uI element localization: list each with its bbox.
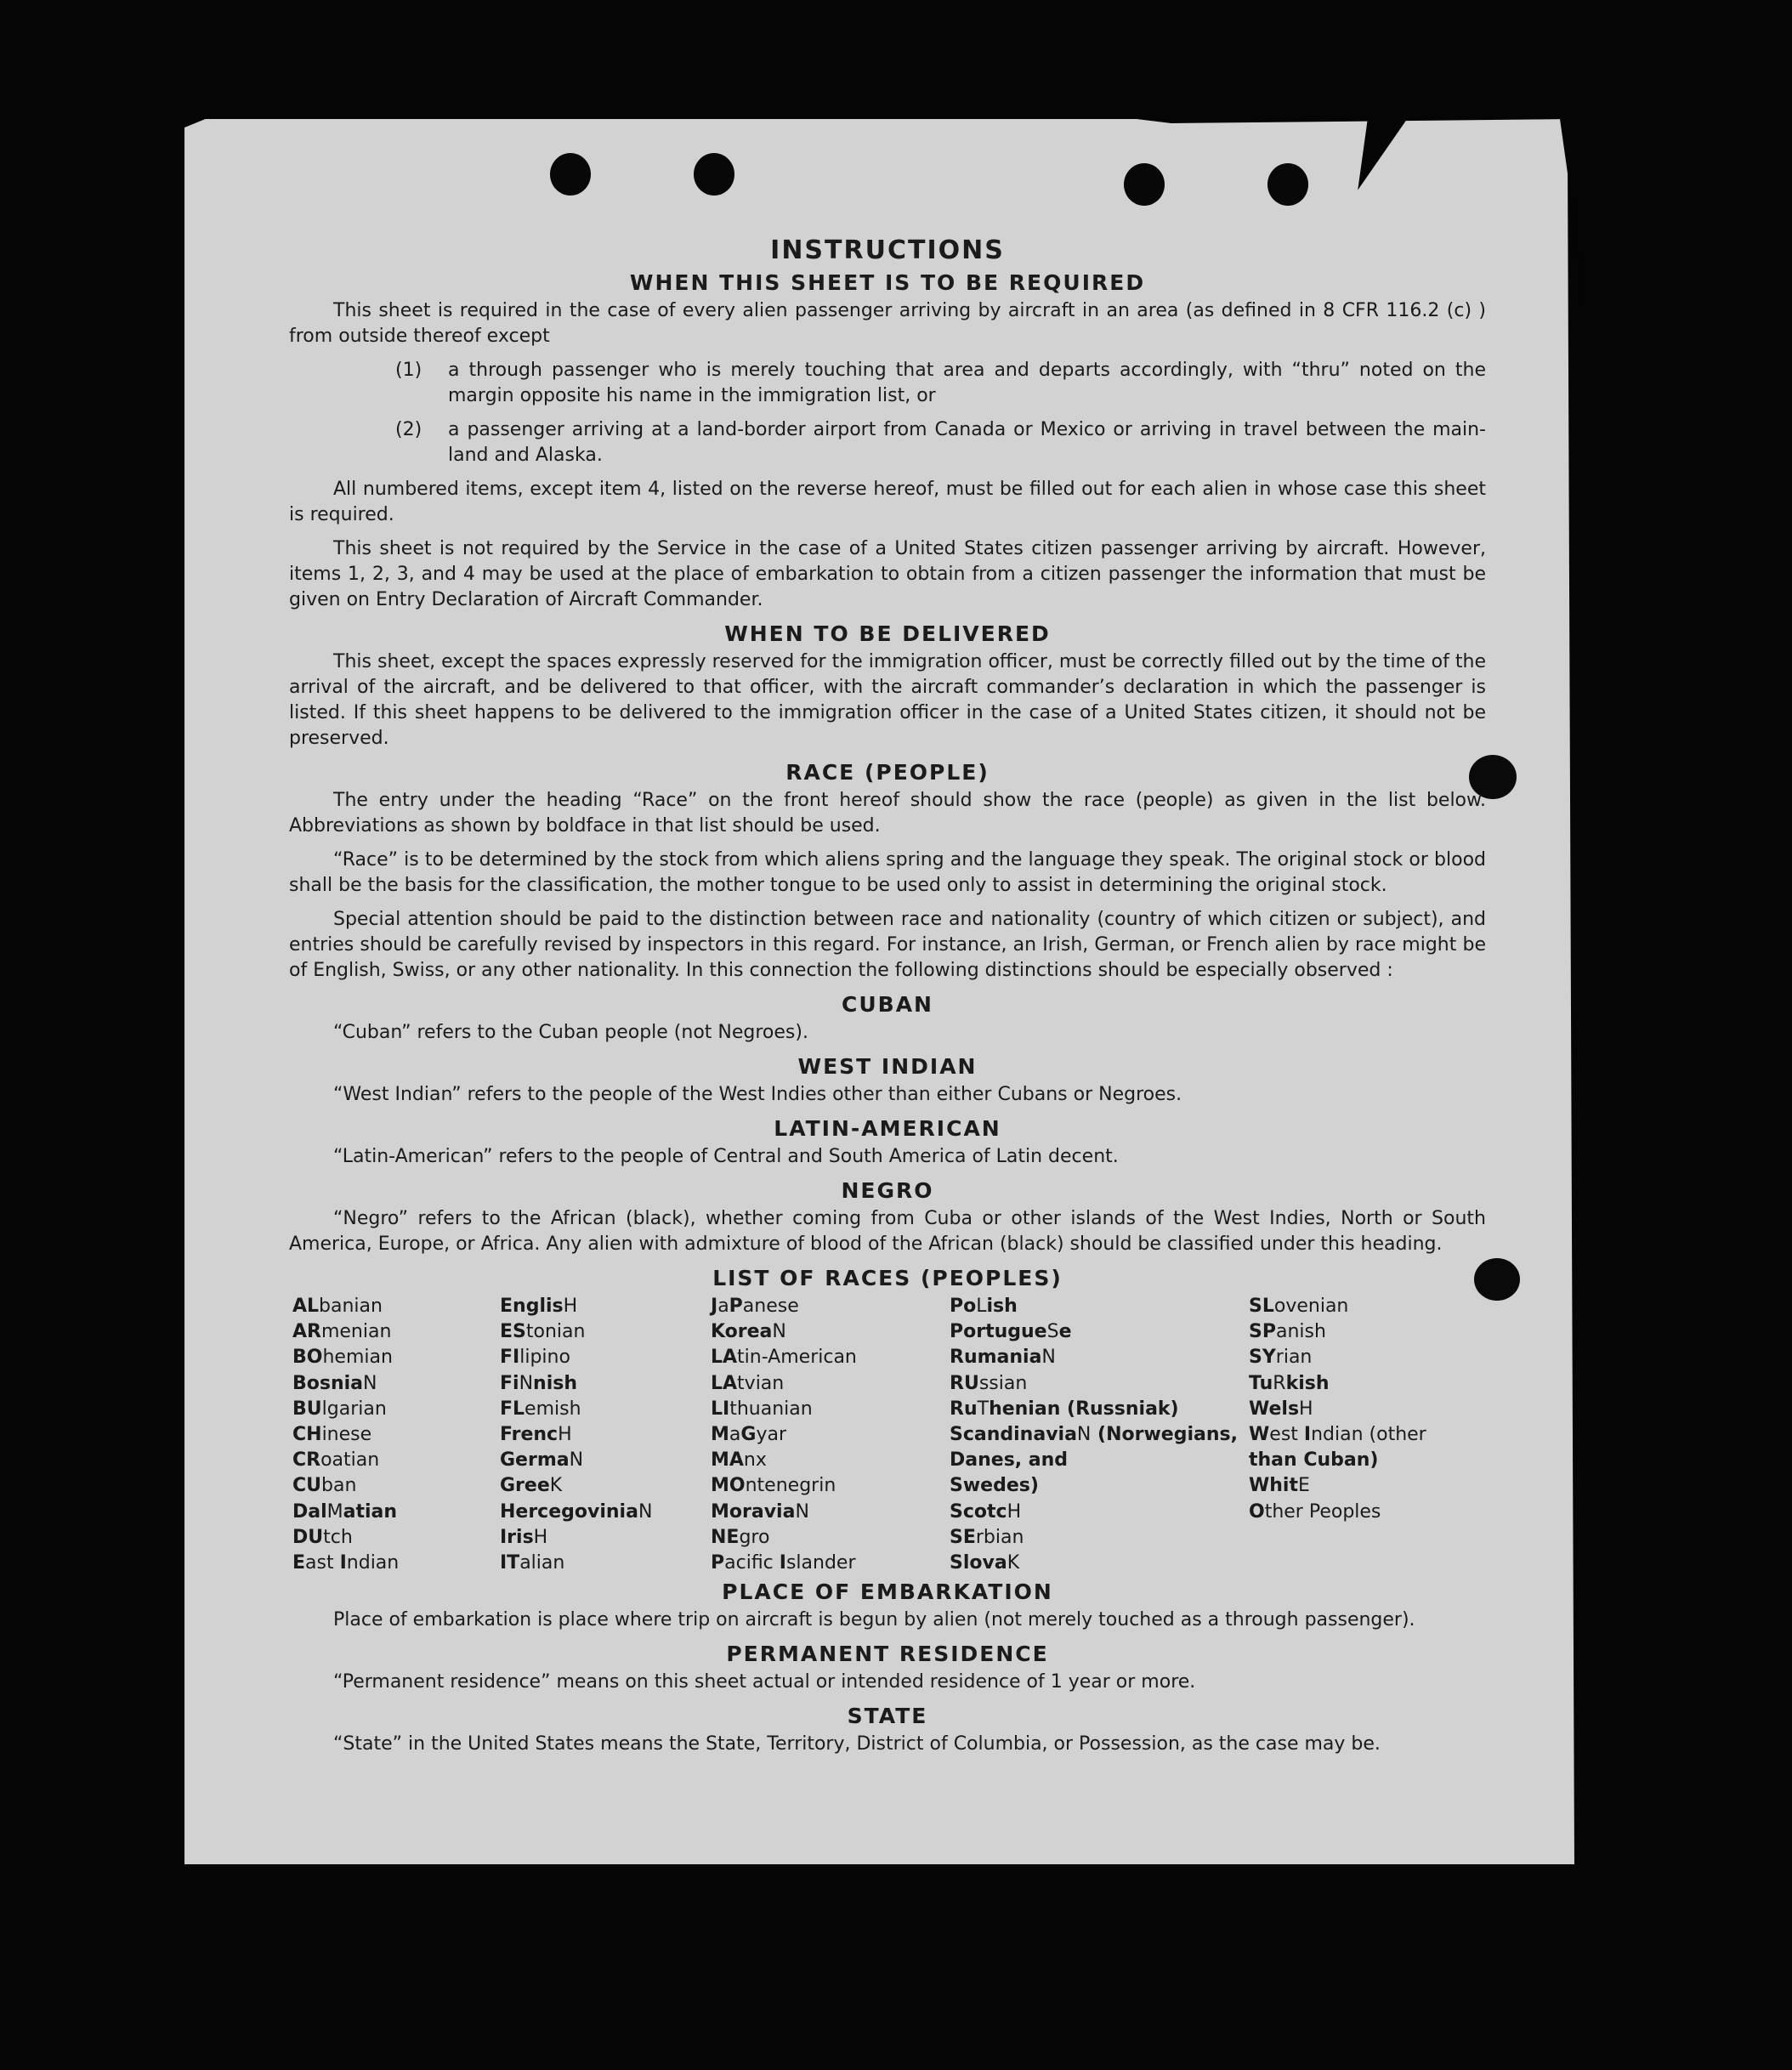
race-entry: FrencH	[500, 1424, 572, 1446]
item-text: a passenger arriving at a land-border airport from Canada or Mexico or arriving in travel between the main-land and Alaska.	[448, 419, 1486, 466]
race-entry: LAtin-American	[711, 1347, 857, 1369]
race-entry: NEgro	[711, 1526, 770, 1548]
paragraph: All numbered items, except item 4, listed on the reverse hereof, must be filled out for each alien in whose case this sheet is required.	[289, 479, 1486, 525]
punch-hole	[694, 153, 734, 196]
race-list	[292, 1294, 1486, 1576]
race-entry: SPanish	[1249, 1321, 1326, 1343]
item-number: (1)	[395, 360, 422, 381]
race-entry: Other Peoples	[1249, 1500, 1381, 1523]
race-entry: CHinese	[292, 1424, 372, 1446]
paragraph: This sheet is not required by the Service in the case of a United States citizen passenger arriving by aircraft. However, items 1, 2, 3, and 4 may be used at the place of embarkation to obtain from a citizen passenger the information that must be given on Entry Declaration of Aircraft Commander.	[289, 538, 1486, 610]
race-entry: SErbian	[950, 1526, 1024, 1548]
race-entry: West Indian (other	[1249, 1424, 1426, 1446]
race-column	[950, 1294, 1249, 1576]
race-entry: CRoatian	[292, 1449, 380, 1472]
race-entry: SlovaK	[950, 1552, 1020, 1574]
race-entry: ARmenian	[292, 1321, 392, 1343]
punch-hole	[550, 153, 591, 196]
section-heading-cuban: CUBAN	[842, 992, 933, 1017]
section-heading-latin-american: LATIN-AMERICAN	[774, 1116, 1001, 1141]
race-entry: BUlgarian	[292, 1398, 387, 1420]
race-column	[1249, 1294, 1489, 1576]
section-heading-west-indian: WEST INDIAN	[797, 1054, 978, 1079]
race-column	[292, 1294, 500, 1576]
race-entry: GreeK	[500, 1475, 563, 1497]
race-entry: LAtvian	[711, 1372, 785, 1394]
paragraph: “Cuban” refers to the Cuban people (not Negroes).	[333, 1022, 808, 1043]
race-entry: GermaN	[500, 1449, 584, 1472]
section-heading-embarkation: PLACE OF EMBARKATION	[722, 1579, 1053, 1605]
section-heading-list-of-races: LIST OF RACES (PEOPLES)	[712, 1266, 1063, 1290]
race-entry: KoreaN	[711, 1321, 786, 1343]
paragraph: “Negro” refers to the African (black), whether coming from Cuba or other islands of the West Indies, North or South America, Europe, or Africa. Any alien with admixture of blood of the African (black) should be classified under this heading.	[289, 1208, 1486, 1255]
race-entry: MaGyar	[711, 1424, 786, 1446]
section-heading-residence: PERMANENT RESIDENCE	[726, 1642, 1049, 1667]
race-entry: IrisH	[500, 1526, 548, 1548]
race-entry: CUban	[292, 1475, 357, 1497]
paragraph: “Race” is to be determined by the stock from which aliens spring and the language they speak. The original stock or blood shall be the basis for the classification, the mother tongue to be used only to assist in determining the original stock.	[289, 849, 1486, 896]
race-entry: RumaniaN	[950, 1347, 1056, 1369]
race-entry: BosniaN	[292, 1372, 377, 1394]
race-entry: East Indian	[292, 1552, 400, 1574]
race-entry: MOntenegrin	[711, 1475, 836, 1497]
race-entry: ScotcH	[950, 1500, 1022, 1523]
race-entry: RuThenian (Russniak)	[950, 1398, 1179, 1420]
exception-item	[395, 358, 1486, 409]
paragraph: Special attention should be paid to the distinction between race and nationality (country of which citizen or subject), and entries should be carefully revised by inspectors in this regard. For instance, an Irish, German, or French alien by race might be of English, Swiss, or any other nationality. In this connection the following distinctions should be especially observed :	[289, 909, 1486, 981]
race-entry: ALbanian	[292, 1296, 383, 1317]
race-column	[500, 1294, 711, 1576]
section-heading-race: RACE (PEOPLE)	[785, 760, 990, 785]
race-entry: SYrian	[1249, 1347, 1313, 1369]
paragraph: “State” in the United States means the State, Territory, District of Columbia, or Possession, as the case may be.	[333, 1733, 1381, 1755]
page-title: INSTRUCTIONS	[770, 235, 1005, 265]
race-entry: EStonian	[500, 1321, 586, 1343]
race-entry: Swedes)	[950, 1475, 1039, 1497]
race-entry: Pacific Islander	[711, 1552, 856, 1574]
race-entry: PoLish	[950, 1296, 1018, 1317]
race-entry: FiNnish	[500, 1372, 578, 1394]
race-entry: RUssian	[950, 1372, 1028, 1394]
item-number: (2)	[395, 419, 422, 440]
race-entry: WhitE	[1249, 1475, 1310, 1497]
race-entry: BOhemian	[292, 1347, 393, 1369]
race-entry: EnglisH	[500, 1296, 578, 1317]
race-entry: DUtch	[292, 1526, 353, 1548]
race-entry: PortugueSe	[950, 1321, 1072, 1343]
race-entry: JaPanese	[711, 1296, 799, 1317]
race-entry: HercegoviniaN	[500, 1500, 653, 1523]
section-heading-state: STATE	[847, 1704, 928, 1729]
section-heading-negro: NEGRO	[841, 1178, 934, 1203]
paragraph: This sheet, except the spaces expressly reserved for the immigration officer, must be correctly filled out by the time of the arrival of the aircraft, and be delivered to that officer, with the aircraft commander’s declaration in which the passenger is listed. If this sheet happens to be delivered to the immigration officer in the case of a United States citizen, it should not be preserved.	[289, 651, 1486, 749]
race-entry: TuRkish	[1249, 1372, 1330, 1394]
exception-item	[395, 417, 1486, 468]
race-entry: WelsH	[1249, 1398, 1313, 1420]
race-column	[711, 1294, 950, 1576]
item-text: a through passenger who is merely touching that area and departs accordingly, with “thru” noted on the margin opposite his name in the immigration list, or	[448, 360, 1486, 406]
paragraph: The entry under the heading “Race” on the front hereof should show the race (people) as given in the list below. Abbreviations as shown by boldface in that list should be used.	[289, 790, 1486, 837]
section-heading-when-required: WHEN THIS SHEET IS TO BE REQUIRED	[629, 270, 1146, 295]
instructions-content	[289, 230, 1486, 1766]
race-entry: FLemish	[500, 1398, 581, 1420]
paragraph: This sheet is required in the case of every alien passenger arriving by aircraft in an area (as defined in 8 CFR 116.2 (c) ) from outside thereof except	[289, 300, 1486, 347]
race-entry: MoraviaN	[711, 1500, 809, 1523]
race-entry: ITalian	[500, 1552, 565, 1574]
race-entry: SLovenian	[1249, 1296, 1349, 1317]
paragraph: “Latin-American” refers to the people of Central and South America of Latin decent.	[333, 1146, 1119, 1167]
race-entry: MAnx	[711, 1449, 767, 1472]
race-entry: FIlipino	[500, 1347, 570, 1369]
race-entry: DalMatian	[292, 1500, 398, 1523]
section-heading-when-delivered: WHEN TO BE DELIVERED	[724, 621, 1051, 646]
race-entry: ScandinaviaN (Norwegians,	[950, 1424, 1238, 1446]
paragraph: “West Indian” refers to the people of the West Indies other than either Cubans or Negroes.	[333, 1084, 1182, 1105]
race-entry: than Cuban)	[1249, 1449, 1379, 1472]
punch-hole	[1267, 163, 1308, 206]
paragraph: “Permanent residence” means on this sheet actual or intended residence of 1 year or more.	[333, 1671, 1196, 1693]
punch-hole	[1124, 163, 1165, 206]
race-entry: Danes, and	[950, 1449, 1069, 1472]
paragraph: Place of embarkation is place where trip on aircraft is begun by alien (not merely touched as a through passenger).	[333, 1609, 1415, 1631]
race-entry: LIthuanian	[711, 1398, 813, 1420]
